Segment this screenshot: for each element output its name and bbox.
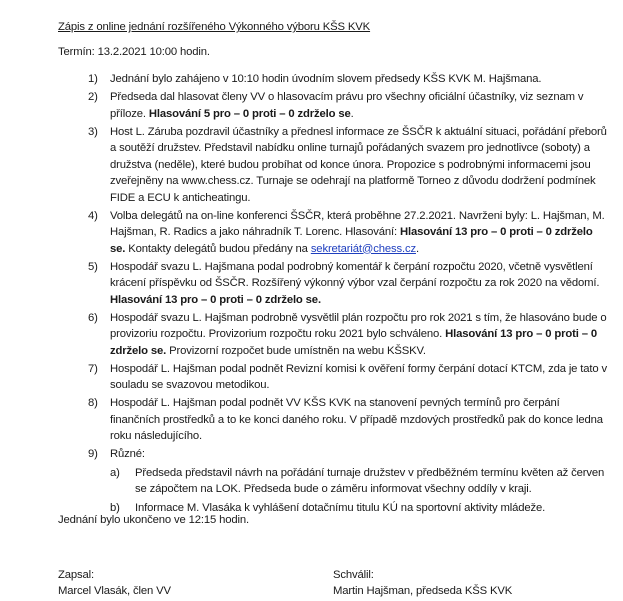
subitem-letter: a) [110,466,120,479]
item-text: Host L. Záruba pozdravil účastníky a přednesl informace ze ŠSČR k aktuální situaci, pořádání přeborů a soutěží družstev. Představil nabídku online turnajů pořádaných svazem pro jednotlivce (soboty) a družstva (neděle), které budou probíhat od konce února. Propozice s podrobnými informacemi jsou zveřejněny na www.chess.cz. Turnaje se odehrají na platformě Torneo z důvodu dodržení podmínek FIDE a ECU k anticheatingu. [110,125,607,204]
vote-result: Hlasování 13 pro – 0 proti – 0 zdrželo se. [110,293,321,306]
item-text: Různé: [110,448,145,460]
meeting-date: Termín: 13.2.2021 10:00 hodin. [58,46,210,58]
item-number: 7) [88,362,98,375]
item-text: Předseda dal hlasovat členy VV o hlasovacím právu pro všechny oficiální účastníky, viz seznam v příloze. Hlasování 5 pro – 0 proti – 0 zdrželo se. [110,91,584,120]
meeting-end: Jednání bylo ukončeno ve 12:15 hodin. [58,514,250,526]
item-number: 9) [88,448,98,460]
signature-approved-by [333,567,512,599]
document-title: Zápis z online jednání rozšířeného Výkonného výboru KŠS KVK [58,21,371,33]
subitem-text: Předseda představil návrh na pořádání turnaje družstev v předběžném termínu květen až červen se zápočtem na LOK. Předseda bude o záměru informovat všechny oddíly v kraji. [135,466,605,495]
item-number: 3) [88,125,98,138]
agenda-list [88,71,608,518]
vote-result: Hlasování 5 pro – 0 proti – 0 zdrželo se [148,107,351,120]
item-number: 2) [88,91,98,103]
item-number: 5) [88,260,98,273]
subitem-letter: b) [110,501,120,514]
item-text: Hospodář svazu L. Hajšman podrobně vysvětlil plán rozpočtu pro rok 2021 s tím, že hlasováno bude o provizoriu rozpočtu. Provizorium rozpočtu roku 2021 bylo schváleno. Hlasování 13 pro – 0 proti – 0 zdrželo se. Provizorní rozpočet bude umístněn na webu KŠSKV. [110,311,607,357]
agenda-item [88,89,608,122]
item-number: 4) [88,209,98,222]
agenda-item [88,395,608,445]
item-text: Hospodář L. Hajšman podal podnět VV KŠS KVK na stanovení pevných termínů pro čerpání finančních prostředků a to ke konci daného roku. V případě mzdových prostředků pak do konce ledna roku následujícího. [110,397,603,442]
item-text: Volba delegátů na on-line konferenci ŠSČR, která proběhne 27.2.2021. Navrženi byly: L. Hajšman, M. Hajšman, R. Radics a jako náhradník T. Lorenc. Hlasování: Hlasování 13 pro – 0 proti – 0 zdrželo se. Kontakty delegátů budou předány na sekretariát@chess.cz. [110,209,605,255]
email-link[interactable]: sekretariát@chess.cz [310,242,416,255]
agenda-item [88,124,608,207]
signature-name: Martin Hajšman, předseda KŠS KVK [333,585,513,597]
item-number: 6) [88,311,98,324]
agenda-item [88,310,608,360]
item-number: 8) [88,397,98,409]
agenda-item [88,361,608,394]
vote-result: Hlasování 13 pro – 0 proti – 0 zdrželo se. [110,328,597,357]
subitem-text: Informace M. Vlasáka k vyhlášení dotačnímu titulu KÚ na sportovní aktivity mládeže. [135,501,546,514]
vote-result: Hlasování 13 pro – 0 proti – 0 zdrželo se. [110,226,593,255]
signature-label: Zapsal: [58,569,94,581]
signature-label: Schválil: [333,569,374,581]
signature-recorded-by [58,567,171,599]
agenda-item [88,259,608,309]
signature-name: Marcel Vlasák, člen VV [58,585,171,597]
agenda-item [88,71,608,88]
item-text: Jednání bylo zahájeno v 10:10 hodin úvodním slovem předsedy KŠS KVK M. Hajšmana. [110,73,542,85]
item-text: Hospodář L. Hajšman podal podnět Revizní komisi k ověření formy čerpání dotací KTCM, zda je tato v souladu se svazovou metodikou. [110,362,608,391]
agenda-item [88,208,608,258]
item-number: 1) [88,73,98,85]
agenda-item [88,446,608,516]
item-text: Hospodář svazu L. Hajšmana podal podrobný komentář k čerpání rozpočtu 2020, včetně vysvětlení krácení příspěvku od ŠSČR. Rozšířený výkonný výbor vzal čerpání rozpočtu za rok 2020 na vědomí. Hlasování 13 pro – 0 proti – 0 zdrželo se. [110,260,600,306]
agenda-subitem [110,465,608,498]
